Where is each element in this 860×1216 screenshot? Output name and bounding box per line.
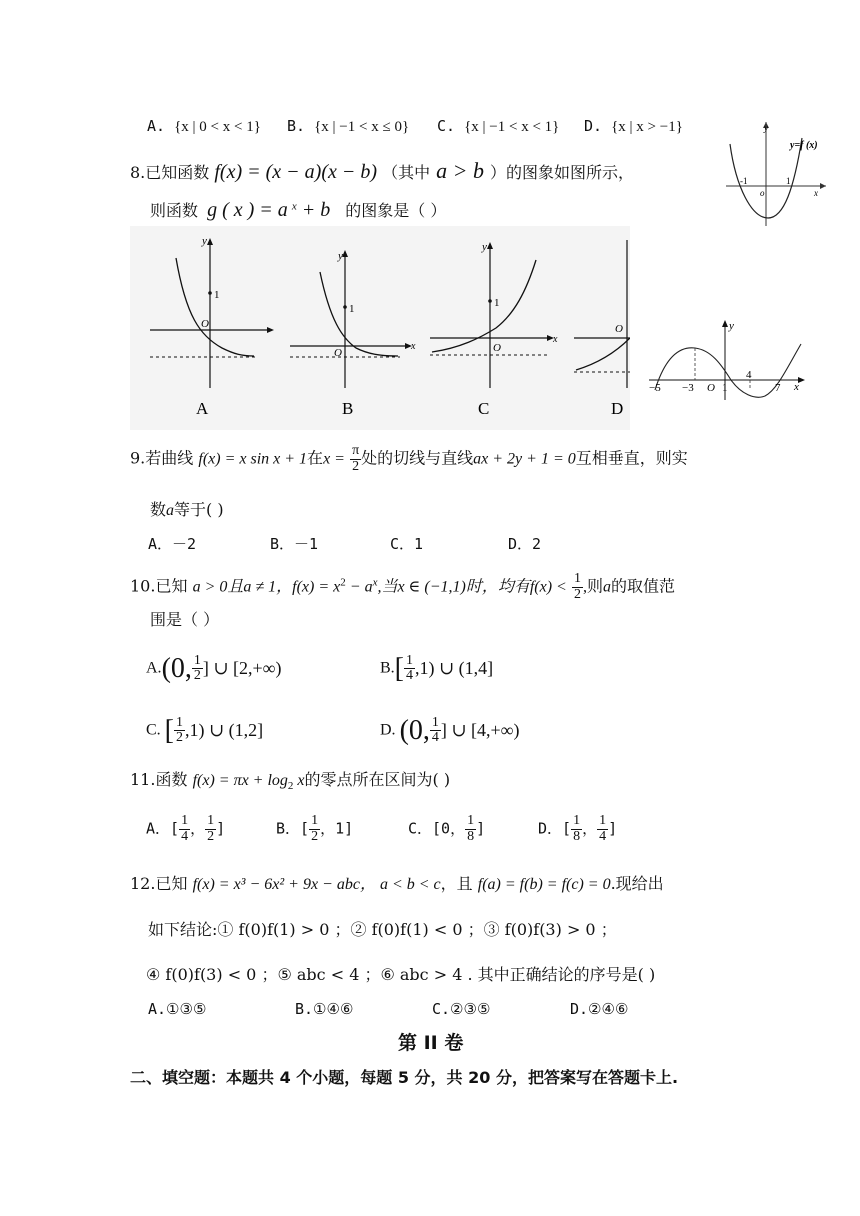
svg-text:x: x [553, 334, 558, 345]
inset-origin: o [760, 188, 765, 198]
svg-text:O: O [707, 382, 715, 394]
svg-text:4: 4 [746, 369, 752, 381]
svg-text:O: O [201, 318, 209, 330]
svg-text:−3: −3 [682, 382, 694, 394]
choice-a-label: A [196, 399, 209, 418]
svg-text:y: y [202, 235, 207, 247]
inset-curve-label: y=f (x) [790, 140, 818, 151]
q11-number: 11. [130, 770, 156, 789]
q11-option-c: C．[0， $\frac{1}{8}$ ] [408, 813, 486, 844]
q10-stem-line1: 10.已知 a > 0且a ≠ 1，$f(x) = x^2 - a^x$,当x ∈ (−1,1)时，均有f(x) < $\frac{1}{2}$ ,则a的取值范 [130, 571, 675, 602]
svg-text:−5: −5 [649, 382, 661, 394]
q10-option-b: B.[ $\frac{1}{4}$ ,1) ∪ (1,4] [380, 652, 494, 684]
q10-option-d: D. (0, $\frac{1}{4}$ ] ∪ [4,+∞) [380, 714, 520, 746]
q9-option-a: A．－2 [148, 535, 197, 553]
q12-stem-line2: 如下结论:① f(0)f(1) > 0 ；② f(0)f(1) < 0 ；③ f(0)f(3) > 0 ； [148, 920, 617, 939]
q12-number: 12. [130, 874, 156, 893]
q8-inset-graph [722, 118, 832, 230]
svg-text:y: y [482, 241, 487, 253]
svg-text:O: O [334, 347, 342, 359]
q8-number: 8. [130, 163, 146, 182]
svg-text:x: x [411, 341, 416, 352]
inset-y-label: y [764, 123, 768, 133]
svg-text:1: 1 [214, 289, 220, 301]
q10-number: 10. [130, 576, 156, 596]
q9-stem-line1: 9.若曲线 f(x) = x sin x + 1在x = $\frac{\pi}{2}$ 处的切线与直线ax + 2y + 1 = 0互相垂直，则实 [130, 443, 688, 474]
q8-stem-line2: 则函数 g ( x ) = a $^x$ + b 的图象是（ ） [150, 199, 447, 221]
q12-option-d: D.②④⑥ [570, 1000, 629, 1018]
q8-stem-line1: 8.已知函数 f(x) = (x − a)(x − b) （其中 a > b ）的图象如图所示， [130, 158, 634, 183]
choice-b-label: B [342, 399, 354, 418]
q12-option-a: A.①③⑤ [148, 1000, 207, 1018]
svg-text:7: 7 [775, 382, 781, 394]
choice-d-label: D [611, 399, 624, 418]
q9-number: 9. [130, 448, 146, 468]
inset-x-label: x [814, 188, 818, 198]
svg-text:x: x [794, 381, 799, 393]
q7-option-d: D. {x | x > −1} [584, 117, 683, 135]
q12-option-b: B.①④⑥ [295, 1000, 354, 1018]
svg-text:1: 1 [722, 382, 728, 394]
q11-option-d: D．[ $\frac{1}{8}$ ， $\frac{1}{4}$ ] [538, 813, 618, 844]
q7-option-c: C. {x | −1 < x < 1} [437, 117, 560, 135]
choice-c-label: C [478, 399, 490, 418]
section-heading: 二、填空题：本题共 4 个小题，每题 5 分，共 20 分，把答案写在答题卡上. [130, 1068, 679, 1087]
svg-text:O: O [493, 342, 501, 354]
q12-stem-line1: 12.已知 f(x) = x³ − 6x² + 9x − abc， a < b < c，且 f(a) = f(b) = f(c) = 0.现给出 [130, 874, 664, 893]
svg-text:1: 1 [349, 303, 355, 315]
svg-text:O: O [615, 323, 623, 335]
svg-text:y: y [338, 250, 343, 262]
inset-tick-neg: -1 [740, 176, 748, 186]
q10-option-c: C. [ $\frac{1}{2}$ ,1) ∪ (1,2] [146, 714, 264, 746]
q7-option-a: A. {x | 0 < x < 1} [147, 117, 261, 135]
q9-option-c: C．1 [390, 535, 424, 553]
q12-stem-line3: ④ f(0)f(3) < 0 ；⑤ abc < 4 ；⑥ abc > 4 . 其中正确结论的序号是( ) [146, 965, 656, 984]
q10-stem-line2: 围是（ ） [150, 610, 220, 629]
q7-option-b: B. {x | −1 < x ≤ 0} [287, 117, 410, 135]
q9-option-b: B．－1 [270, 535, 319, 553]
q11-option-b: B．[ $\frac{1}{2}$ ，1] [276, 813, 354, 844]
q9-option-d: D．2 [508, 535, 542, 553]
q11-stem: 11.函数 $f(x) = \pi x + \log_2 x$的零点所在区间为( ) [130, 770, 451, 793]
q10-option-a: A.(0, $\frac{1}{2}$ ] ∪ [2,+∞) [146, 652, 282, 684]
q8-choice-graphs [130, 226, 630, 430]
svg-text:1: 1 [494, 297, 500, 309]
cubic-side-graph [645, 318, 815, 404]
svg-text:y: y [729, 320, 734, 332]
q9-stem-line2: 数a等于( ) [150, 500, 224, 519]
q12-option-c: C.②③⑤ [432, 1000, 491, 1018]
section-title: 第 II 卷 [398, 1032, 464, 1054]
inset-tick-pos: 1 [786, 176, 791, 186]
q11-option-a: A．[ $\frac{1}{4}$ ， $\frac{1}{2}$ ] [146, 813, 226, 844]
